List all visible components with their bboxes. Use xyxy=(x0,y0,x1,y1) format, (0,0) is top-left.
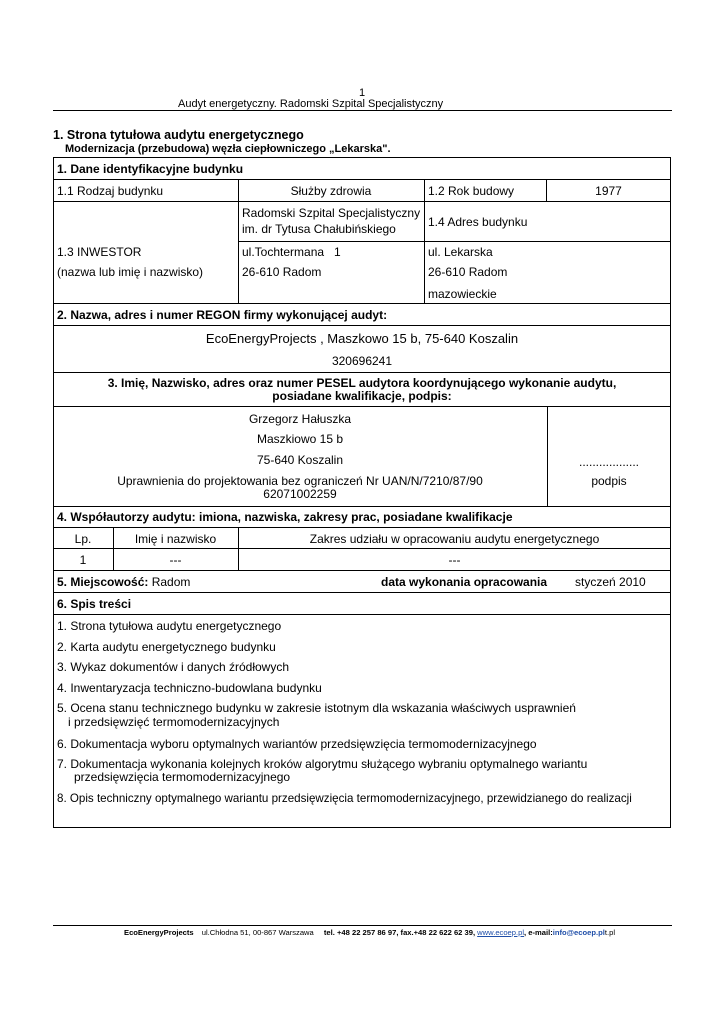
toc-item-continuation: i przedsięwzięć termomodernizacyjnych xyxy=(68,715,280,729)
building-city: 26-610 Radom xyxy=(428,265,508,279)
address-label: 1.4 Adres budynku xyxy=(428,215,528,229)
toc-item: 2. Karta audytu energetycznego budynku xyxy=(57,640,276,654)
footer-rule xyxy=(53,925,672,926)
toc-item: 4. Inwentaryzacja techniczno-budowlana budynku xyxy=(57,681,322,695)
col-lp: Lp. xyxy=(74,532,92,546)
rule xyxy=(53,303,671,304)
auditor-license: Uprawnienia do projektowania bez ograniczeń Nr UAN/N/7210/87/90 xyxy=(117,474,483,488)
toc-item: 5. Ocena stanu technicznego budynku w zakresie istotnym dla wskazania właściwych usprawnień xyxy=(57,701,576,715)
rule xyxy=(53,548,671,549)
investor-hint: (nazwa lub imię i nazwisko) xyxy=(57,265,204,279)
rule xyxy=(53,527,671,528)
place-label: 5. Miejscowość: xyxy=(57,575,149,589)
rule xyxy=(53,201,671,202)
footer-phones: tel. +48 22 257 86 97, fax.+48 22 622 62 39, xyxy=(323,928,478,937)
signature-line: .................. xyxy=(578,455,639,469)
place-value: Radom xyxy=(148,575,191,589)
rule xyxy=(53,406,671,407)
page-number: 1 xyxy=(358,87,366,99)
build-year-label: 1.2 Rok budowy xyxy=(428,184,515,198)
toc-item: 3. Wykaz dokumentów i danych źródłowych xyxy=(57,660,289,674)
section-subtitle: Modernizacja (przebudowa) węzła ciepłowniczego „Lekarska". xyxy=(65,143,391,155)
block3-heading-line2: posiadane kwalifikacje, podpis: xyxy=(272,389,452,403)
running-title: Audyt energetyczny. Radomski Szpital Specjalistyczny xyxy=(178,98,444,110)
col-scope: Zakres udziału w opracowaniu audytu energetycznego xyxy=(309,532,600,546)
investor-name-line1: Radomski Szpital Specjalistyczny xyxy=(242,206,421,220)
auditor-pesel: 62071002259 xyxy=(263,487,337,501)
footer-address: ul.Chłodna 51, 00-867 Warszawa xyxy=(201,928,314,937)
rule xyxy=(53,592,671,593)
footer-website-link[interactable]: www.ecoep.pl xyxy=(477,928,525,937)
toc-item-continuation: przedsięwzięcia termomodernizacyjnego xyxy=(74,770,291,784)
footer xyxy=(124,928,615,937)
date-label: data wykonania opracowania xyxy=(381,575,548,589)
footer-email-tail: t.pl xyxy=(604,928,616,937)
auditor-city: 75-640 Koszalin xyxy=(256,453,344,467)
rule xyxy=(53,372,671,373)
rule xyxy=(424,179,425,303)
toc-item: 6. Dokumentacja wyboru optymalnych wariantów przedsięwzięcia termomodernizacyjnego xyxy=(57,737,537,751)
footer-email-link[interactable]: info@ecoep.pl xyxy=(552,928,605,937)
rule xyxy=(238,241,671,242)
row-name: --- xyxy=(169,553,182,567)
rule xyxy=(53,506,671,507)
date-value: styczeń 2010 xyxy=(575,575,646,589)
company-name: EcoEnergyProjects , Maszkowo 15 b, 75-640 Koszalin xyxy=(205,331,519,346)
investor-street: ul.Tochtermana 1 xyxy=(242,245,341,259)
build-year-value: 1977 xyxy=(595,184,622,198)
block3-heading-line1: 3. Imię, Nazwisko, adres oraz numer PESEL audytora koordynującego wykonanie audytu, xyxy=(107,376,617,390)
block4-heading: 4. Współautorzy audytu: imiona, nazwiska, zakresy prac, posiadane kwalifikacje xyxy=(57,510,513,524)
block6-heading: 6. Spis treści xyxy=(57,597,132,611)
investor-label: 1.3 INWESTOR xyxy=(57,245,142,259)
row-scope: --- xyxy=(448,553,461,567)
row-lp: 1 xyxy=(79,553,87,567)
header-rule xyxy=(53,110,672,111)
toc-item: 7. Dokumentacja wykonania kolejnych kroków algorytmu służącego wybraniu optymalnego wariantu xyxy=(57,757,588,771)
building-type-value: Służby zdrowia xyxy=(290,184,372,198)
block2-heading: 2. Nazwa, adres i numer REGON firmy wykonującej audyt: xyxy=(57,308,388,322)
toc-item: 8. Opis techniczny optymalnego wariantu przedsięwzięcia termomodernizacyjnego, przewidzianego do realizacji xyxy=(57,792,632,805)
investor-city: 26-610 Radom xyxy=(242,265,322,279)
place-field xyxy=(57,575,190,589)
rule xyxy=(53,179,671,180)
rule xyxy=(53,570,671,571)
building-type-label: 1.1 Rodzaj budynku xyxy=(57,184,164,198)
regon-number: 320696241 xyxy=(331,354,393,368)
rule xyxy=(53,614,671,615)
building-street: ul. Lekarska xyxy=(428,245,493,259)
footer-company: EcoEnergyProjects xyxy=(124,928,194,937)
signature-label: podpis xyxy=(591,474,627,488)
block1-heading: 1. Dane identyfikacyjne budynku xyxy=(57,162,244,176)
section-title: 1. Strona tytułowa audytu energetycznego xyxy=(53,128,304,142)
toc-item: 1. Strona tytułowa audytu energetycznego xyxy=(57,619,282,633)
footer-email-label: , e-mail: xyxy=(524,928,553,937)
building-region: mazowieckie xyxy=(428,287,497,301)
rule xyxy=(53,325,671,326)
investor-name-line2: im. dr Tytusa Chałubińskiego xyxy=(242,222,396,236)
col-name: Imię i nazwisko xyxy=(134,532,217,546)
auditor-name: Grzegorz Hałuszka xyxy=(248,412,352,426)
auditor-street: Maszkiowo 15 b xyxy=(256,432,344,446)
